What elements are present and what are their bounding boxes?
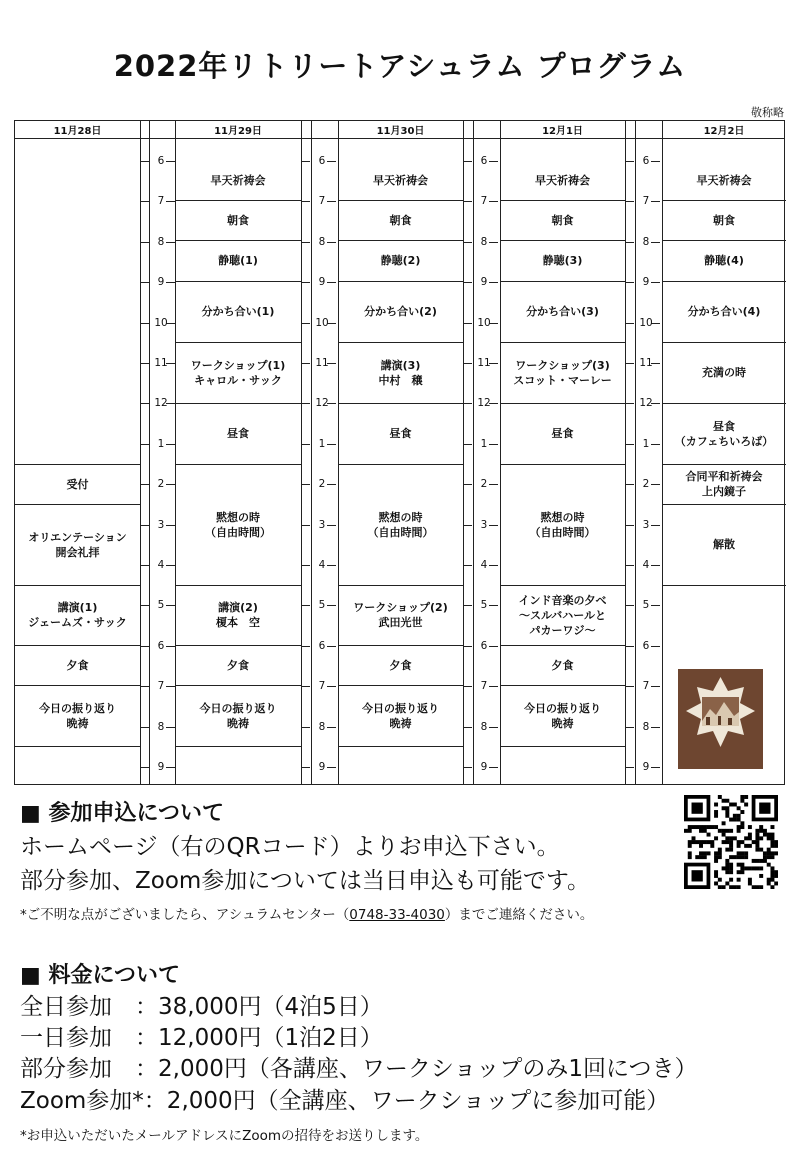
hour-tick — [140, 282, 149, 283]
hour-label: 6 — [642, 155, 650, 167]
hour-tick — [463, 282, 472, 283]
hour-tick — [625, 484, 634, 485]
hour-label: 4 — [642, 559, 650, 571]
hour-tick — [140, 605, 149, 606]
event-morning-prayer: 早天祈祷会 — [696, 174, 752, 187]
hour-tick — [463, 565, 472, 566]
hour-label: 6 — [480, 639, 488, 652]
hour-label: 4 — [480, 559, 488, 571]
hour-tick — [140, 484, 149, 485]
day-header: 12月1日 — [542, 126, 583, 137]
hour-tick — [625, 161, 634, 162]
hour-tick — [625, 646, 634, 647]
apply-line-1: ホームページ（右のQRコード）よりお申込下さい。 — [20, 834, 560, 860]
hour-label: 6 — [642, 639, 650, 652]
hour-label: 7 — [157, 195, 165, 208]
phone-number[interactable]: 0748-33-4030 — [349, 907, 445, 923]
hour-tick — [463, 767, 472, 768]
hour-label: 5 — [480, 599, 488, 612]
hour-tick — [463, 605, 472, 606]
hour-label: 7 — [642, 680, 650, 693]
hour-tick — [463, 201, 472, 202]
event-lecture: 講演(3) 中村 穣 — [378, 358, 423, 387]
event-lunch: 昼食 — [551, 427, 574, 440]
hour-tick — [301, 484, 310, 485]
hour-label: 10 — [477, 316, 491, 329]
event-lecture: 講演(1) ジェームズ・サック — [28, 601, 127, 629]
hour-label: 7 — [157, 680, 165, 693]
event-morning-prayer: 早天祈祷会 — [373, 174, 428, 187]
hour-label: 12 — [315, 397, 329, 410]
event-lunch: 昼食 — [389, 427, 412, 440]
hour-label: 8 — [642, 235, 650, 248]
page-title: 2022年リトリートアシュラム プログラム — [113, 49, 687, 83]
hour-tick — [301, 565, 310, 566]
hour-tick — [140, 646, 149, 647]
hour-label: 4 — [157, 559, 165, 571]
event-listening: 静聴(3) — [542, 254, 583, 267]
hour-label: 3 — [157, 518, 165, 531]
hour-label: 7 — [480, 680, 488, 693]
hour-label: 8 — [642, 720, 650, 733]
hour-label: 9 — [642, 761, 650, 773]
fee-row: Zoom参加*：2,000円（全講座、ワークショップに参加可能） — [20, 1088, 670, 1114]
day-header: 11月28日 — [53, 126, 102, 137]
event-reflection: 今日の振り返り 晩祷 — [39, 701, 116, 730]
hour-tick — [463, 484, 472, 485]
hour-label: 1 — [318, 437, 326, 450]
hour-label: 9 — [318, 276, 326, 289]
event-dinner: 夕食 — [389, 658, 412, 672]
hour-label: 9 — [157, 276, 165, 289]
day-header: 11月29日 — [214, 126, 262, 137]
hour-tick — [301, 686, 310, 687]
event-sharing: 分かち合い(1) — [201, 305, 275, 318]
hour-label: 10 — [315, 316, 329, 329]
day-header: 11月30日 — [376, 126, 425, 137]
hour-tick — [463, 363, 472, 364]
hour-label: 8 — [157, 235, 165, 248]
hour-tick — [625, 363, 634, 364]
hour-tick — [301, 242, 310, 243]
event-workshop: ワークショップ(2) 武田光世 — [353, 601, 448, 629]
hour-label: 7 — [480, 195, 488, 208]
hour-tick — [625, 767, 634, 768]
hour-tick — [463, 727, 472, 728]
honorific-note: 敬称略 — [751, 106, 784, 119]
hour-label: 8 — [318, 235, 326, 248]
hour-tick — [463, 444, 472, 445]
fee-row: 全日参加 ：38,000円（4泊5日） — [20, 994, 383, 1020]
hour-tick — [140, 767, 149, 768]
hour-label: 6 — [318, 639, 326, 652]
hour-tick — [625, 686, 634, 687]
hour-tick — [301, 525, 310, 526]
event-fulfillment: 充満の時 — [702, 366, 746, 379]
hour-label: 5 — [157, 599, 165, 612]
event-breakfast: 朝食 — [227, 213, 249, 227]
hour-label: 1 — [157, 437, 165, 450]
hour-tick — [140, 363, 149, 364]
event-reflection: 今日の振り返り 晩祷 — [362, 701, 439, 730]
hour-tick — [301, 282, 310, 283]
hour-tick — [301, 605, 310, 606]
day-header: 12月2日 — [703, 126, 745, 137]
hour-label: 8 — [480, 235, 488, 248]
hour-tick — [463, 686, 472, 687]
ashram-logo — [678, 669, 763, 769]
event-lecture: 講演(2) 榎本 空 — [216, 601, 260, 629]
event-morning-prayer: 早天祈祷会 — [535, 174, 590, 187]
hour-tick — [301, 363, 310, 364]
hour-label: 3 — [480, 518, 488, 531]
hour-label: 5 — [642, 599, 650, 612]
hour-tick — [625, 444, 634, 445]
event-workshop: ワークショップ(3) スコット・マーレー — [513, 358, 612, 387]
hour-tick — [463, 242, 472, 243]
fees-note: *お申込いただいたメールアドレスにZoomの招待をお送りします。 — [20, 1128, 429, 1144]
hour-label: 11 — [477, 357, 491, 369]
hour-label: 3 — [642, 518, 650, 531]
event-listening: 静聴(4) — [704, 254, 744, 267]
hour-label: 5 — [318, 599, 326, 612]
event-workshop: ワークショップ(1) キャロル・サック — [190, 358, 286, 387]
apply-line-2: 部分参加、Zoom参加については当日申込も可能です。 — [20, 868, 591, 894]
apply-note: *ご不明な点がございましたら、アシュラムセンター（0748-33-4030）までご連絡ください。 — [20, 907, 594, 923]
hour-label: 7 — [318, 195, 326, 208]
hour-tick — [301, 403, 310, 404]
event-breakfast: 朝食 — [389, 213, 412, 227]
hour-tick — [625, 525, 634, 526]
hour-tick — [625, 727, 634, 728]
hour-label: 9 — [318, 761, 326, 773]
hour-tick — [625, 403, 634, 404]
event-sharing: 分かち合い(2) — [364, 305, 437, 318]
hour-tick — [463, 646, 472, 647]
hour-tick — [140, 161, 149, 162]
hour-tick — [625, 565, 634, 566]
hour-tick — [625, 605, 634, 606]
qr-code[interactable] — [684, 795, 778, 889]
hour-label: 10 — [639, 316, 653, 329]
event-sharing: 分かち合い(4) — [687, 305, 761, 318]
fee-row: 部分参加 ：2,000円（各講座、ワークショップのみ1回につき） — [20, 1056, 698, 1082]
hour-label: 9 — [480, 276, 488, 289]
event-lunch: 昼食 （カフェちいろば） — [674, 419, 774, 448]
hour-tick — [625, 282, 634, 283]
event-listening: 静聴(2) — [380, 254, 421, 267]
hour-tick — [301, 767, 310, 768]
event-dinner: 夕食 — [66, 658, 89, 672]
hour-tick — [140, 444, 149, 445]
hour-label: 2 — [157, 478, 165, 491]
event-listening: 静聴(1) — [218, 254, 258, 267]
hour-label: 12 — [477, 397, 491, 410]
hour-label: 3 — [318, 518, 326, 531]
event-breakfast: 朝食 — [713, 213, 735, 227]
hour-tick — [301, 646, 310, 647]
event-dismissal: 解散 — [713, 538, 735, 551]
hour-label: 2 — [318, 478, 326, 491]
hour-label: 11 — [639, 357, 653, 369]
hour-tick — [140, 565, 149, 566]
schedule-grid — [14, 120, 785, 785]
hour-label: 9 — [480, 761, 488, 773]
hour-tick — [463, 403, 472, 404]
hour-tick — [140, 201, 149, 202]
hour-label: 9 — [157, 761, 165, 773]
hour-tick — [140, 242, 149, 243]
event-meditation: 黙想の時 （自由時間） — [205, 510, 271, 539]
apply-heading: ■ 参加申込について — [20, 801, 225, 826]
hour-tick — [140, 686, 149, 687]
hour-label: 11 — [315, 357, 329, 369]
event-breakfast: 朝食 — [551, 213, 574, 227]
fees-heading: ■ 料金について — [20, 963, 181, 988]
hour-label: 6 — [157, 639, 165, 652]
hour-label: 11 — [154, 357, 168, 369]
hour-tick — [463, 323, 472, 324]
event-peace-prayer: 合同平和祈祷会 上内鏡子 — [685, 470, 763, 498]
event-orientation: オリエンテーション 開会礼拝 — [28, 530, 127, 559]
event-meditation: 黙想の時 （自由時間） — [529, 510, 596, 539]
hour-label: 1 — [480, 437, 488, 450]
hour-label: 2 — [642, 478, 650, 491]
event-meditation: 黙想の時 （自由時間） — [367, 510, 434, 539]
hour-label: 6 — [480, 155, 488, 167]
hour-tick — [140, 525, 149, 526]
hour-label: 1 — [642, 437, 650, 450]
hour-label: 8 — [318, 720, 326, 733]
hour-tick — [140, 323, 149, 324]
event-music-evening: インド音楽の夕べ ～スルバハールと パカーワジ～ — [518, 593, 607, 637]
hour-tick — [301, 444, 310, 445]
event-reflection: 今日の振り返り 晩祷 — [524, 701, 601, 730]
hour-tick — [625, 323, 634, 324]
event-dinner: 夕食 — [227, 658, 249, 672]
hour-tick — [463, 161, 472, 162]
event-sharing: 分かち合い(3) — [526, 305, 599, 318]
event-morning-prayer: 早天祈祷会 — [210, 174, 266, 187]
hour-label: 7 — [642, 195, 650, 208]
hour-tick — [140, 403, 149, 404]
hour-label: 12 — [639, 397, 653, 410]
fee-row: 一日参加 ：12,000円（1泊2日） — [20, 1025, 383, 1051]
event-reception: 受付 — [66, 477, 89, 491]
hour-tick — [625, 201, 634, 202]
hour-label: 7 — [318, 680, 326, 693]
hour-label: 10 — [154, 316, 168, 329]
hour-label: 8 — [480, 720, 488, 733]
event-dinner: 夕食 — [551, 658, 574, 672]
hour-label: 6 — [318, 155, 326, 167]
hour-tick — [301, 727, 310, 728]
hour-label: 12 — [154, 397, 168, 410]
hour-tick — [140, 727, 149, 728]
hour-label: 9 — [642, 276, 650, 289]
hour-tick — [463, 525, 472, 526]
event-lunch: 昼食 — [227, 427, 249, 440]
hour-label: 2 — [480, 478, 488, 491]
hour-tick — [301, 201, 310, 202]
hour-label: 6 — [157, 155, 165, 167]
hour-tick — [301, 323, 310, 324]
hour-label: 4 — [318, 559, 326, 571]
hour-tick — [301, 161, 310, 162]
event-reflection: 今日の振り返り 晩祷 — [199, 701, 277, 730]
hour-label: 8 — [157, 720, 165, 733]
hour-tick — [625, 242, 634, 243]
